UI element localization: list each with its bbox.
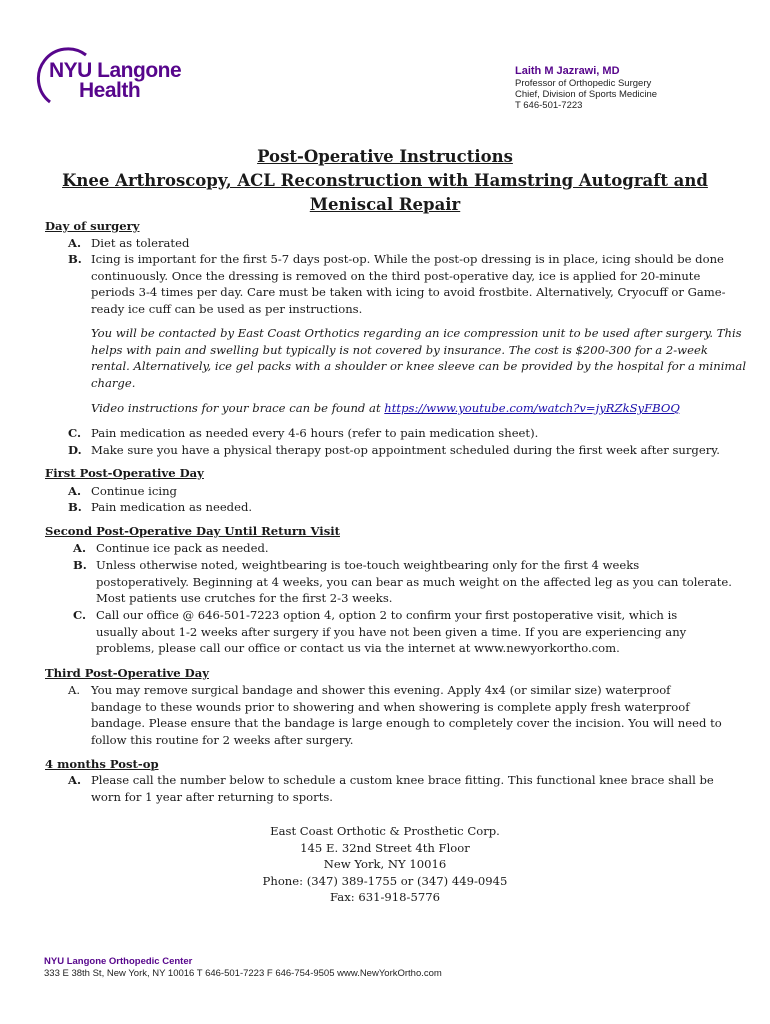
section-heading-second-day: Second Post-Operative Day Until Return Visit [45, 524, 340, 538]
list-marker: B. [73, 558, 87, 572]
doctor-title-1: Professor of Orthopedic Surgery [515, 78, 652, 89]
section-heading-day-of-surgery: Day of surgery [45, 219, 140, 233]
list-item-text: Continue ice pack as needed. [96, 541, 269, 555]
footer-center-name: NYU Langone Orthopedic Center [44, 956, 193, 967]
list-item-text: Diet as tolerated [91, 236, 190, 250]
list-marker: B. [68, 500, 82, 514]
list-marker: A. [68, 683, 81, 697]
list-item-text: Pain medication as needed every 4-6 hours (refer to pain medication sheet). [91, 426, 539, 440]
logo-text-line2: Health [79, 79, 141, 102]
list-item-text: Continue icing [91, 484, 177, 498]
address-fax: Fax: 631-918-5776 [330, 890, 440, 904]
list-marker: A. [68, 484, 82, 498]
list-item-text: You may remove surgical bandage and shower this evening. Apply 4x4 (or similar size) waterproof bandage to these wounds prior to showering and when showering is complete apply fresh waterproof bandage. Please ensure that the bandage is large enough to completely cover the incision. You will need to follow this routine for 2 weeks after surgery. [91, 683, 722, 747]
doctor-title-2: Chief, Division of Sports Medicine [515, 89, 658, 100]
list-item-text: Unless otherwise noted, weightbearing is toe-touch weightbearing only for the first 4 weeks postoperatively. Beginning at 4 weeks, you can bear as much weight on the affected leg as you can tolerate. Most patients use crutches for the first 2-3 weeks. [96, 558, 732, 606]
ice-unit-note: You will be contacted by East Coast Orthotics regarding an ice compression unit to be used after surgery. This helps with pain and swelling but typically is not covered by insurance. The cost is $200-300 for a 2-week rental. Alternatively, ice gel packs with a shoulder or knee sleeve can be provided by the hospital for a minimal charge. [91, 326, 747, 390]
address-city: New York, NY 10016 [323, 857, 447, 871]
list-marker: C. [73, 608, 87, 622]
procedure-title-line1: Knee Arthroscopy, ACL Reconstruction with Hamstring Autograft and [62, 171, 708, 190]
list-marker: B. [68, 252, 82, 266]
nyu-langone-health-logo [36, 46, 182, 104]
address-phone: Phone: (347) 389-1755 or (347) 449-0945 [262, 874, 508, 888]
doctor-info [515, 64, 657, 111]
doctor-name: Laith M Jazrawi, MD [515, 65, 620, 77]
document-title: Post-Operative Instructions [257, 147, 513, 166]
section-heading-first-day: First Post-Operative Day [45, 466, 204, 480]
list-marker: A. [68, 773, 82, 787]
doctor-phone: T 646-501-7223 [515, 100, 583, 111]
footer-contact-details: 333 E 38th St, New York, NY 10016 T 646-501-7223 F 646-754-9505 www.NewYorkOrtho.com [44, 968, 442, 979]
video-instructions: Video instructions for your brace can be found at https://www.youtube.com/watch?v=jyRZkSyFBOQ [91, 401, 680, 415]
list-marker: A. [73, 541, 87, 555]
list-item-text: Call our office @ 646-501-7223 option 4, option 2 to confirm your first postoperative visit, which is usually about 1-2 weeks after surgery if you have not been given a time. If you are experiencing any problems, please call our office or contact us via the internet at www.newyorkortho.com. [96, 608, 687, 656]
address-company: East Coast Orthotic & Prosthetic Corp. [270, 824, 500, 838]
section-heading-third-day: Third Post-Operative Day [45, 666, 209, 680]
list-item-text: Please call the number below to schedule a custom knee brace fitting. This functional knee brace shall be worn for 1 year after returning to sports. [91, 773, 714, 804]
list-item-text: Pain medication as needed. [91, 500, 253, 514]
address-street: 145 E. 32nd Street 4th Floor [300, 841, 470, 855]
list-marker: C. [68, 426, 82, 440]
list-marker: A. [68, 236, 82, 250]
video-link[interactable]: https://www.youtube.com/watch?v=jyRZkSyFBOQ [384, 401, 680, 415]
list-item-text: Icing is important for the first 5-7 days post-op. While the post-op dressing is in place, icing should be done continuously. Once the dressing is removed on the third post-operative day, ice is applied for 20-minute periods 3-4 times per day. Care must be taken with icing to avoid frostbite. Alternatively, Cryocuff or Game- ready ice cuff can be used as per instructions. [91, 252, 726, 316]
section-heading-four-months: 4 months Post-op [45, 757, 159, 771]
list-item-text: Make sure you have a physical therapy post-op appointment scheduled during the first week after surgery. [91, 443, 720, 457]
logo-text-line1: NYU Langone [49, 59, 182, 82]
list-marker: D. [68, 443, 82, 457]
procedure-title-line2: Meniscal Repair [309, 195, 461, 214]
